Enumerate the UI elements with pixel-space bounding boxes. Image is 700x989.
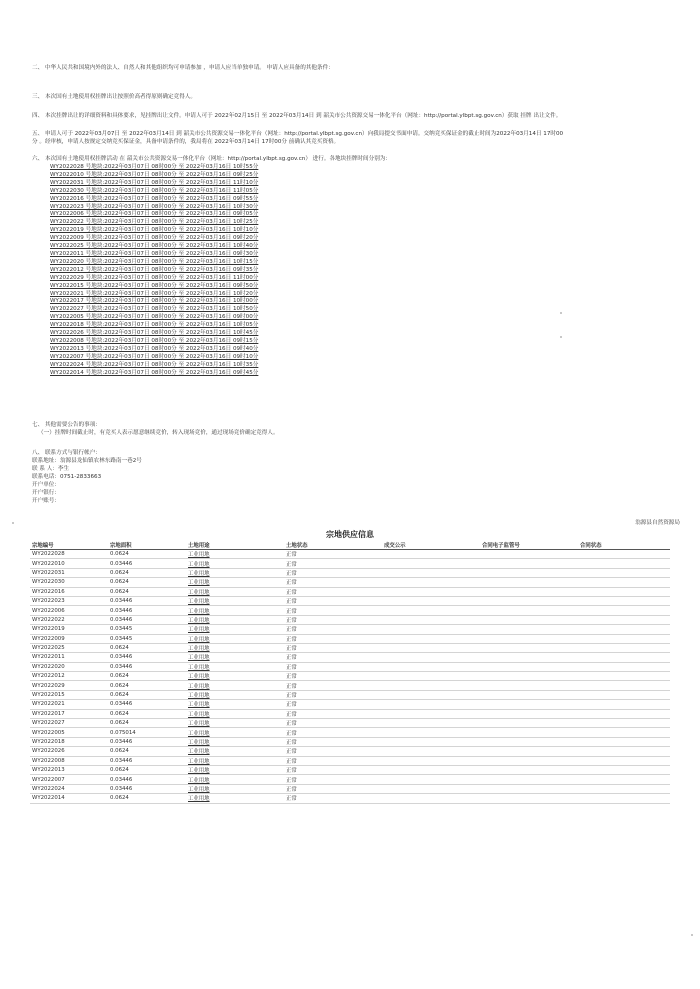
auction-schedule-text: WY2022025 号地块:2022年03月07日 08时00分 至 2022年03月16日 10时40分 <box>50 243 259 250</box>
cell-land-use: 工业用地 <box>186 719 284 728</box>
contact-block <box>32 457 142 505</box>
table-row <box>30 728 670 737</box>
auction-schedule-text: WY2022030 号地块:2022年03月07日 08时00分 至 2022年03月16日 11时05分 <box>50 187 259 194</box>
table-row <box>30 596 670 605</box>
auction-schedule-text: WY2022011 号地块:2022年03月07日 08时00分 至 2022年03月16日 09时30分 <box>50 250 259 257</box>
cell-contract-status <box>578 634 670 643</box>
cell-deal-notice <box>382 681 480 690</box>
auction-schedule-item <box>50 227 258 235</box>
section-3: 三、 本次国有土地使用权挂牌出让按照价高者得原则确定竞得人。 <box>32 94 196 100</box>
cell-land-status: 正常 <box>284 728 382 737</box>
cell-land-use: 工业用地 <box>186 784 284 793</box>
auction-schedule-item <box>50 196 258 204</box>
cell-area: 0.0624 <box>108 747 186 756</box>
cell-area: 0.03446 <box>108 756 186 765</box>
cell-contract-code <box>480 587 578 596</box>
auction-schedule-text: WY2022028 号地块:2022年03月07日 08时00分 至 2022年03月16日 10时55分 <box>50 164 259 170</box>
cell-contract-code <box>480 550 578 559</box>
cell-contract-code <box>480 756 578 765</box>
cell-land-use: 工业用地 <box>186 634 284 643</box>
header-land-status: 土地状态 <box>284 540 382 550</box>
auction-schedule-text: WY2022007 号地块:2022年03月07日 08时00分 至 2022年03月16日 09时10分 <box>50 353 259 360</box>
table-row <box>30 578 670 587</box>
cell-deal-notice <box>382 550 480 559</box>
cell-land-use: 工业用地 <box>186 625 284 634</box>
auction-schedule-text: WY2022018 号地块:2022年03月07日 08时00分 至 2022年03月16日 10时05分 <box>50 322 259 329</box>
cell-deal-notice <box>382 568 480 577</box>
scan-mark <box>560 336 562 338</box>
cell-contract-code <box>480 784 578 793</box>
cell-deal-notice <box>382 775 480 784</box>
cell-area: 0.03446 <box>108 700 186 709</box>
cell-contract-code <box>480 606 578 615</box>
cell-area: 0.03446 <box>108 653 186 662</box>
cell-area: 0.0624 <box>108 568 186 577</box>
auction-schedule-text: WY2022019 号地块:2022年03月07日 08时00分 至 2022年03月16日 10时10分 <box>50 227 259 234</box>
section-5-line2: 分 。经审核，申请人按规定交纳竞买保证金，具备申请条件的，我局将在 2022年03月14日 17时00分 前确认其竞买资格。 <box>32 139 340 145</box>
cell-land-status: 正常 <box>284 709 382 718</box>
auction-schedule-item <box>50 283 258 291</box>
cell-contract-status <box>578 756 670 765</box>
auction-schedule-text: WY2022006 号地块:2022年03月07日 08时00分 至 2022年03月16日 09时05分 <box>50 211 259 218</box>
auction-schedule-item <box>50 188 258 196</box>
cell-deal-notice <box>382 625 480 634</box>
cell-land-use: 工业用地 <box>186 700 284 709</box>
cell-land-status: 正常 <box>284 625 382 634</box>
cell-contract-code <box>480 634 578 643</box>
auction-schedule-text: WY2022023 号地块:2022年03月07日 08时00分 至 2022年03月16日 10时30分 <box>50 203 259 210</box>
cell-contract-status <box>578 550 670 559</box>
cell-land-status: 正常 <box>284 681 382 690</box>
table-row <box>30 747 670 756</box>
cell-deal-notice <box>382 784 480 793</box>
cell-contract-code <box>480 662 578 671</box>
cell-area: 0.03446 <box>108 737 186 746</box>
auction-schedule-item <box>50 235 258 243</box>
cell-land-status: 正常 <box>284 606 382 615</box>
cell-area: 0.03445 <box>108 634 186 643</box>
cell-area: 0.0624 <box>108 690 186 699</box>
cell-contract-status <box>578 794 670 803</box>
cell-area: 0.03446 <box>108 559 186 568</box>
cell-land-status: 正常 <box>284 737 382 746</box>
cell-contract-status <box>578 784 670 793</box>
table-row <box>30 690 670 699</box>
auction-schedule-item <box>50 354 258 362</box>
cell-contract-status <box>578 606 670 615</box>
cell-land-use: 工业用地 <box>186 596 284 605</box>
cell-land-status: 正常 <box>284 596 382 605</box>
cell-land-use: 工业用地 <box>186 672 284 681</box>
cell-contract-code <box>480 615 578 624</box>
cell-parcel-id: WY2022017 <box>30 709 108 718</box>
cell-contract-status <box>578 737 670 746</box>
cell-land-status: 正常 <box>284 587 382 596</box>
cell-contract-status <box>578 662 670 671</box>
cell-area: 0.0624 <box>108 709 186 718</box>
cell-contract-status <box>578 578 670 587</box>
cell-contract-status <box>578 728 670 737</box>
cell-area: 0.075014 <box>108 728 186 737</box>
cell-deal-notice <box>382 606 480 615</box>
cell-contract-code <box>480 794 578 803</box>
cell-contract-code <box>480 568 578 577</box>
cell-contract-status <box>578 765 670 774</box>
auction-schedule-item <box>50 314 258 322</box>
auction-schedule-item <box>50 370 258 378</box>
cell-land-status: 正常 <box>284 765 382 774</box>
land-supply-table <box>30 540 670 804</box>
auction-schedule-item <box>50 330 258 338</box>
cell-deal-notice <box>382 587 480 596</box>
table-row <box>30 625 670 634</box>
cell-deal-notice <box>382 794 480 803</box>
cell-land-use: 工业用地 <box>186 794 284 803</box>
cell-area: 0.03446 <box>108 596 186 605</box>
cell-area: 0.0624 <box>108 643 186 652</box>
cell-contract-code <box>480 700 578 709</box>
cell-deal-notice <box>382 690 480 699</box>
cell-contract-code <box>480 625 578 634</box>
auction-schedule-item <box>50 172 258 180</box>
cell-land-use: 工业用地 <box>186 756 284 765</box>
cell-land-use: 工业用地 <box>186 662 284 671</box>
cell-contract-status <box>578 625 670 634</box>
cell-area: 0.03446 <box>108 784 186 793</box>
cell-deal-notice <box>382 578 480 587</box>
table-row <box>30 662 670 671</box>
cell-land-use: 工业用地 <box>186 690 284 699</box>
cell-land-use: 工业用地 <box>186 606 284 615</box>
table-row <box>30 634 670 643</box>
scan-mark <box>691 934 693 936</box>
cell-deal-notice <box>382 559 480 568</box>
table-header-row <box>30 540 670 550</box>
cell-deal-notice <box>382 737 480 746</box>
header-contract-code: 合同电子监管号 <box>480 540 578 550</box>
cell-deal-notice <box>382 728 480 737</box>
cell-contract-status <box>578 559 670 568</box>
table-row <box>30 700 670 709</box>
cell-land-use: 工业用地 <box>186 550 284 559</box>
cell-parcel-id: WY2022018 <box>30 737 108 746</box>
auction-schedule-item <box>50 338 258 346</box>
cell-land-status: 正常 <box>284 784 382 793</box>
auction-schedule-item <box>50 322 258 330</box>
table-row <box>30 737 670 746</box>
header-deal-notice: 成交公示 <box>382 540 480 550</box>
cell-deal-notice <box>382 765 480 774</box>
cell-contract-code <box>480 719 578 728</box>
section-8: 八、 联系方式与银行帐户： <box>32 450 101 456</box>
contact-person: 联 系 人：李生 <box>32 466 70 472</box>
table-title: 宗地供应信息 <box>326 530 374 539</box>
cell-parcel-id: WY2022022 <box>30 615 108 624</box>
header-area: 宗地面积 <box>108 540 186 550</box>
cell-contract-code <box>480 578 578 587</box>
cell-contract-status <box>578 587 670 596</box>
cell-land-use: 工业用地 <box>186 653 284 662</box>
cell-parcel-id: WY2022010 <box>30 559 108 568</box>
cell-land-use: 工业用地 <box>186 578 284 587</box>
cell-land-status: 正常 <box>284 756 382 765</box>
header-parcel-id: 宗地编号 <box>30 540 108 550</box>
cell-land-status: 正常 <box>284 615 382 624</box>
section-7: 七、 其他需要公告的事项： <box>32 422 101 428</box>
auction-schedule-item <box>50 243 258 251</box>
cell-deal-notice <box>382 672 480 681</box>
cell-parcel-id: WY2022008 <box>30 756 108 765</box>
cell-area: 0.0624 <box>108 550 186 559</box>
cell-deal-notice <box>382 643 480 652</box>
cell-land-status: 正常 <box>284 578 382 587</box>
table-row <box>30 709 670 718</box>
cell-contract-status <box>578 643 670 652</box>
cell-land-status: 正常 <box>284 690 382 699</box>
auction-schedule-text: WY2022026 号地块:2022年03月07日 08时00分 至 2022年03月16日 10时45分 <box>50 330 259 337</box>
auction-schedule-text: WY2022027 号地块:2022年03月07日 08时00分 至 2022年03月16日 10时50分 <box>50 306 259 313</box>
cell-contract-code <box>480 596 578 605</box>
cell-deal-notice <box>382 747 480 756</box>
auction-schedule-text: WY2022009 号地块:2022年03月07日 08时00分 至 2022年03月16日 09时20分 <box>50 235 259 242</box>
auction-schedule-item <box>50 346 258 354</box>
auction-schedule-list <box>50 164 258 377</box>
cell-area: 0.0624 <box>108 587 186 596</box>
auction-schedule-text: WY2022014 号地块:2022年03月07日 08时00分 至 2022年03月16日 09时45分 <box>50 369 259 376</box>
auction-schedule-text: WY2022008 号地块:2022年03月07日 08时00分 至 2022年03月16日 09时15分 <box>50 337 259 344</box>
contact-bank: 开户银行： <box>32 490 60 496</box>
header-land-use: 土地用途 <box>186 540 284 550</box>
contact-account-number: 开户账号： <box>32 498 60 504</box>
header-contract-status: 合同状态 <box>578 540 670 550</box>
table-row <box>30 587 670 596</box>
cell-contract-status <box>578 672 670 681</box>
cell-parcel-id: WY2022011 <box>30 653 108 662</box>
cell-contract-status <box>578 681 670 690</box>
auction-schedule-item <box>50 275 258 283</box>
cell-land-status: 正常 <box>284 775 382 784</box>
cell-area: 0.03446 <box>108 662 186 671</box>
cell-land-status: 正常 <box>284 550 382 559</box>
auction-schedule-text: WY2022015 号地块:2022年03月07日 08时00分 至 2022年03月16日 09时50分 <box>50 282 259 289</box>
section-4: 四、 本次挂牌出让的详细资料和具体要求，见挂牌出让文件。申请人可于 2022年02月15日 至 2022年03月14日 到 韶关市公共资源交易一体化平台（网址：http://portal.ylbpt.sg.gov.cn）获取 挂牌 出让文件。 <box>32 113 562 119</box>
cell-land-use: 工业用地 <box>186 615 284 624</box>
cell-contract-status <box>578 653 670 662</box>
cell-parcel-id: WY2022016 <box>30 587 108 596</box>
cell-land-use: 工业用地 <box>186 765 284 774</box>
auction-schedule-text: WY2022021 号地块:2022年03月07日 08时00分 至 2022年03月16日 10时20分 <box>50 290 259 297</box>
auction-schedule-item <box>50 362 258 370</box>
table-row <box>30 719 670 728</box>
auction-schedule-item <box>50 180 258 188</box>
cell-contract-status <box>578 690 670 699</box>
cell-land-status: 正常 <box>284 794 382 803</box>
table-row <box>30 794 670 803</box>
cell-contract-code <box>480 728 578 737</box>
cell-land-use: 工业用地 <box>186 681 284 690</box>
cell-parcel-id: WY2022009 <box>30 634 108 643</box>
cell-contract-code <box>480 559 578 568</box>
contact-phone: 联系电话：0751-2833663 <box>32 474 102 480</box>
cell-parcel-id: WY2022025 <box>30 643 108 652</box>
table-row <box>30 559 670 568</box>
cell-area: 0.0624 <box>108 578 186 587</box>
cell-contract-status <box>578 747 670 756</box>
cell-land-status: 正常 <box>284 643 382 652</box>
cell-parcel-id: WY2022014 <box>30 794 108 803</box>
table-row <box>30 681 670 690</box>
cell-land-use: 工业用地 <box>186 559 284 568</box>
auction-schedule-text: WY2022012 号地块:2022年03月07日 08时00分 至 2022年03月16日 09时35分 <box>50 266 259 273</box>
section-7-item-1: （一）挂牌时间截止时，有竞买人表示愿意继续竞价，转入现场竞价，通过现场竞价确定竞得人。 <box>38 430 279 436</box>
table-row <box>30 568 670 577</box>
auction-schedule-item <box>50 251 258 259</box>
cell-parcel-id: WY2022024 <box>30 784 108 793</box>
auction-schedule-text: WY2022010 号地块:2022年03月07日 08时00分 至 2022年03月16日 09时25分 <box>50 171 259 178</box>
section-2: 二、 中华人民共和国境内外的法人、自然人和其他组织均可申请参加 ，申请人应当单独申请。 申请人应具备的其他条件： <box>32 65 334 71</box>
cell-parcel-id: WY2022026 <box>30 747 108 756</box>
table-row <box>30 784 670 793</box>
cell-parcel-id: WY2022028 <box>30 550 108 559</box>
cell-land-use: 工业用地 <box>186 747 284 756</box>
contact-address: 联系地址：翁源县龙仙镇农林东路南一巷2号 <box>32 458 142 464</box>
auction-schedule-text: WY2022013 号地块:2022年03月07日 08时00分 至 2022年03月16日 09时40分 <box>50 345 259 352</box>
cell-contract-status <box>578 568 670 577</box>
auction-schedule-text: WY2022024 号地块:2022年03月07日 08时00分 至 2022年03月16日 10时35分 <box>50 361 259 368</box>
section-5-line1: 五、 申请人可于 2022年03月07日 至 2022年03月14日 到 韶关市公共资源交易一体化平台（网址：http://portal.ylbpt.sg.gov.cn）向我局提交书面申请。交纳竞买保证金的截止时间为2022年03月14日 17时00 <box>32 131 564 137</box>
cell-area: 0.03446 <box>108 606 186 615</box>
auction-schedule-item <box>50 164 258 172</box>
cell-parcel-id: WY2022020 <box>30 662 108 671</box>
cell-contract-code <box>480 643 578 652</box>
cell-land-status: 正常 <box>284 634 382 643</box>
auction-schedule-item <box>50 267 258 275</box>
cell-parcel-id: WY2022023 <box>30 596 108 605</box>
scan-mark <box>12 522 14 524</box>
auction-schedule-text: WY2022022 号地块:2022年03月07日 08时00分 至 2022年03月16日 10时25分 <box>50 219 259 226</box>
table-row <box>30 643 670 652</box>
cell-parcel-id: WY2022012 <box>30 672 108 681</box>
cell-land-status: 正常 <box>284 700 382 709</box>
cell-contract-code <box>480 681 578 690</box>
cell-deal-notice <box>382 709 480 718</box>
cell-contract-code <box>480 747 578 756</box>
table-row <box>30 756 670 765</box>
cell-deal-notice <box>382 615 480 624</box>
cell-contract-status <box>578 615 670 624</box>
cell-land-status: 正常 <box>284 747 382 756</box>
cell-contract-code <box>480 690 578 699</box>
cell-land-status: 正常 <box>284 719 382 728</box>
table-row <box>30 550 670 559</box>
cell-land-status: 正常 <box>284 559 382 568</box>
cell-contract-status <box>578 775 670 784</box>
cell-parcel-id: WY2022019 <box>30 625 108 634</box>
cell-deal-notice <box>382 662 480 671</box>
auction-schedule-text: WY2022031 号地块:2022年03月07日 08时00分 至 2022年03月16日 11时10分 <box>50 179 259 186</box>
cell-contract-code <box>480 775 578 784</box>
auction-schedule-text: WY2022005 号地块:2022年03月07日 08时00分 至 2022年03月16日 09时00分 <box>50 314 259 321</box>
cell-parcel-id: WY2022013 <box>30 765 108 774</box>
cell-area: 0.0624 <box>108 765 186 774</box>
cell-area: 0.03446 <box>108 615 186 624</box>
cell-deal-notice <box>382 653 480 662</box>
cell-parcel-id: WY2022030 <box>30 578 108 587</box>
issuer-name: 翁源县自然资源局 <box>635 520 680 526</box>
cell-parcel-id: WY2022015 <box>30 690 108 699</box>
cell-deal-notice <box>382 700 480 709</box>
cell-parcel-id: WY2022007 <box>30 775 108 784</box>
cell-area: 0.0624 <box>108 681 186 690</box>
table-row <box>30 672 670 681</box>
cell-parcel-id: WY2022005 <box>30 728 108 737</box>
cell-deal-notice <box>382 596 480 605</box>
cell-area: 0.03446 <box>108 775 186 784</box>
cell-deal-notice <box>382 719 480 728</box>
cell-area: 0.0624 <box>108 794 186 803</box>
table-row <box>30 615 670 624</box>
cell-land-use: 工业用地 <box>186 587 284 596</box>
cell-parcel-id: WY2022031 <box>30 568 108 577</box>
table-row <box>30 606 670 615</box>
cell-contract-code <box>480 765 578 774</box>
cell-land-status: 正常 <box>284 672 382 681</box>
cell-land-use: 工业用地 <box>186 709 284 718</box>
cell-land-status: 正常 <box>284 568 382 577</box>
auction-schedule-item <box>50 259 258 267</box>
contact-account-unit: 开户单位： <box>32 482 60 488</box>
scan-mark <box>560 312 562 314</box>
cell-land-use: 工业用地 <box>186 737 284 746</box>
cell-land-use: 工业用地 <box>186 728 284 737</box>
cell-land-status: 正常 <box>284 653 382 662</box>
cell-contract-status <box>578 700 670 709</box>
cell-deal-notice <box>382 756 480 765</box>
cell-parcel-id: WY2022027 <box>30 719 108 728</box>
cell-deal-notice <box>382 634 480 643</box>
table-row <box>30 775 670 784</box>
cell-contract-code <box>480 709 578 718</box>
auction-schedule-text: WY2022020 号地块:2022年03月07日 08时00分 至 2022年03月16日 10时15分 <box>50 258 259 265</box>
cell-parcel-id: WY2022021 <box>30 700 108 709</box>
cell-contract-code <box>480 672 578 681</box>
cell-land-use: 工业用地 <box>186 568 284 577</box>
cell-land-use: 工业用地 <box>186 643 284 652</box>
cell-contract-code <box>480 653 578 662</box>
section-6: 六、 本次国有土地使用权挂牌活动 在 韶关市公共资源交易一体化平台（网址：http://portal.ylbpt.sg.gov.cn） 进行。各地块挂牌时间分别为： <box>32 156 391 162</box>
cell-area: 0.03445 <box>108 625 186 634</box>
cell-land-use: 工业用地 <box>186 775 284 784</box>
cell-land-status: 正常 <box>284 662 382 671</box>
cell-contract-code <box>480 737 578 746</box>
cell-parcel-id: WY2022006 <box>30 606 108 615</box>
cell-contract-status <box>578 709 670 718</box>
cell-area: 0.0624 <box>108 719 186 728</box>
auction-schedule-text: WY2022017 号地块:2022年03月07日 08时00分 至 2022年03月16日 10时00分 <box>50 298 259 305</box>
auction-schedule-text: WY2022029 号地块:2022年03月07日 08时00分 至 2022年03月16日 11时00分 <box>50 274 259 281</box>
cell-contract-status <box>578 596 670 605</box>
cell-area: 0.0624 <box>108 672 186 681</box>
cell-parcel-id: WY2022029 <box>30 681 108 690</box>
table-row <box>30 653 670 662</box>
cell-contract-status <box>578 719 670 728</box>
auction-schedule-text: WY2022016 号地块:2022年03月07日 08时00分 至 2022年03月16日 09时55分 <box>50 195 259 202</box>
table-row <box>30 765 670 774</box>
